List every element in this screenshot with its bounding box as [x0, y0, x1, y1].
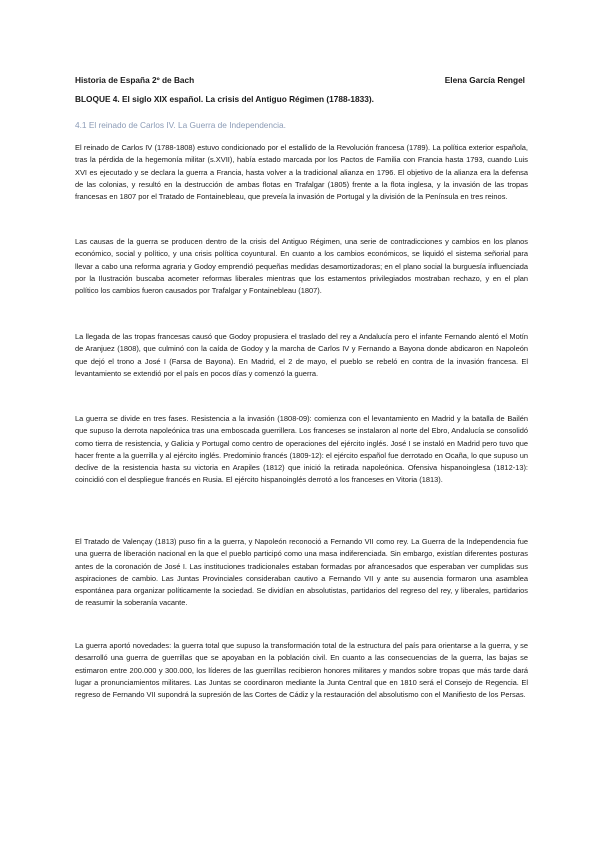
- paragraph-war-phases: La guerra se divide en tres fases. Resistencia a la invasión (1808-09): comienza con el levantamiento en Madrid y la batalla de Bailén que supuso la derrota napoleónica tras una emboscada guerrillera. Los franceses se instalaron al norte del Ebro, Andalucía se consolidó como tierra de resistencia, y Galicia y Portugal como centro de operaciones del ejército inglés. José I se instaló en Madrid pero tuvo que hacer frente a la guerrilla y al ejército inglés. Predominio francés (1809-12): el ejército español fue derrotado en Ocaña, lo que supuso un declive de la resistencia hasta su victoria en Arapiles (1812) que inició la retirada napoleónica. Ofensiva hispanoinglesa (1812-13): coincidió con el despliegue francés en Rusia. El ejército hispanoinglés derrotó a los franceses en Vitoria (1813).: [75, 414, 528, 485]
- section-heading: 4.1 El reinado de Carlos IV. La Guerra de Independencia.: [75, 120, 286, 130]
- paragraph-reign-carlos-iv: El reinado de Carlos IV (1788-1808) estuvo condicionado por el estallido de la Revolución francesa (1789). La política exterior española, tras la pérdida de la hegemonía militar (s.XVII), había estado marcada por los Pactos de Familia con Francia hasta 1793, cuando Luis XVI es ejecutado y se declara la guerra a Francia, hasta volver a la tradicional alianza en 1796. El objetivo de la alianza era la defensa de las colonias, y resultó en la destrucción de ambas flotas en Trafalgar (1805) frente a la flota inglesa, y la invasión de las tropas francesas en 1807 por el Tratado de Fontainebleau, que preveía la invasión de Portugal y la división de la Península en tres reinos.: [75, 143, 528, 202]
- author-name: Elena García Rengel: [444, 75, 525, 85]
- course-title: Historia de España 2º de Bach: [75, 75, 195, 85]
- paragraph-war-causes: Las causas de la guerra se producen dentro de la crisis del Antiguo Régimen, una serie de contradicciones y cambios en los planos económico, social y político, y una crisis política coyuntural. En cuanto a los cambios económicos, se liquidó el sistema señorial para llevar a cabo una reforma agraria y Godoy emprendió pequeñas medidas desamortizadoras; en el plano social la burguesía influenciada por la Ilustración buscaba acometer reformas liberales mientras que los estamentos privilegiados mostraban rechazo, y en el plan político los cambios fueron causados por Trafalgar y Fontainebleau (1807).: [75, 237, 528, 296]
- page-header: [75, 75, 525, 89]
- paragraph-valencay-treaty: El Tratado de Valençay (1813) puso fin a la guerra, y Napoleón reconoció a Fernando VII como rey. La Guerra de la Independencia fue una guerra de liberación nacional en la que el pueblo participó como una masa indiferenciada. Sin embargo, existían diferentes posturas antes de la coronación de José I. Las instituciones tradicionales estaban formadas por afrancesados que esperaban ver cumplidas sus aspiraciones de cambio. Las Juntas Provinciales consideraban cautivo a Fernando VII y ante su ausencia formaron una asamblea espontánea para organizar políticamente la sociedad. Se dividían en absolutistas, partidarios del regreso del rey, y liberales, partidarios de reasumir la soberanía vacante.: [75, 537, 528, 608]
- paragraph-french-arrival: La llegada de las tropas francesas causó que Godoy propusiera el traslado del rey a Andalucía pero el infante Fernando alentó el Motín de Aranjuez (1808), que culminó con la caída de Godoy y la marcha de Carlos IV y Fernando a Bayona donde abdicaron en Napoleón que dejó el trono a José I (Farsa de Bayona). En Madrid, el 2 de mayo, el pueblo se rebeló en contra de la invasión francesa. El levantamiento se extendió por el país en pocos días y comenzó la guerra.: [75, 332, 528, 378]
- paragraph-war-novelties: La guerra aportó novedades: la guerra total que supuso la transformación total de la estructura del país para orientarse a la guerra, y se desarrolló una guerra de guerrillas que se apoyaban en la población civil. En cuanto a las consecuencias de la guerra, las bajas se estimaron entre 200.000 y 300.000, los líderes de las guerrillas recibieron honores militares y mandos sobre tropas que más tarde dará lugar a pronunciamientos militares. Las Juntas se coordinaron mediante la Junta Central que en 1810 será el Consejo de Regencia. El regreso de Fernando VII supondrá la supresión de las Cortes de Cádiz y la restauración del absolutismo con el Manifiesto de los Persas.: [75, 641, 528, 700]
- block-title: BLOQUE 4. El siglo XIX español. La crisis del Antiguo Régimen (1788-1833).: [75, 94, 374, 104]
